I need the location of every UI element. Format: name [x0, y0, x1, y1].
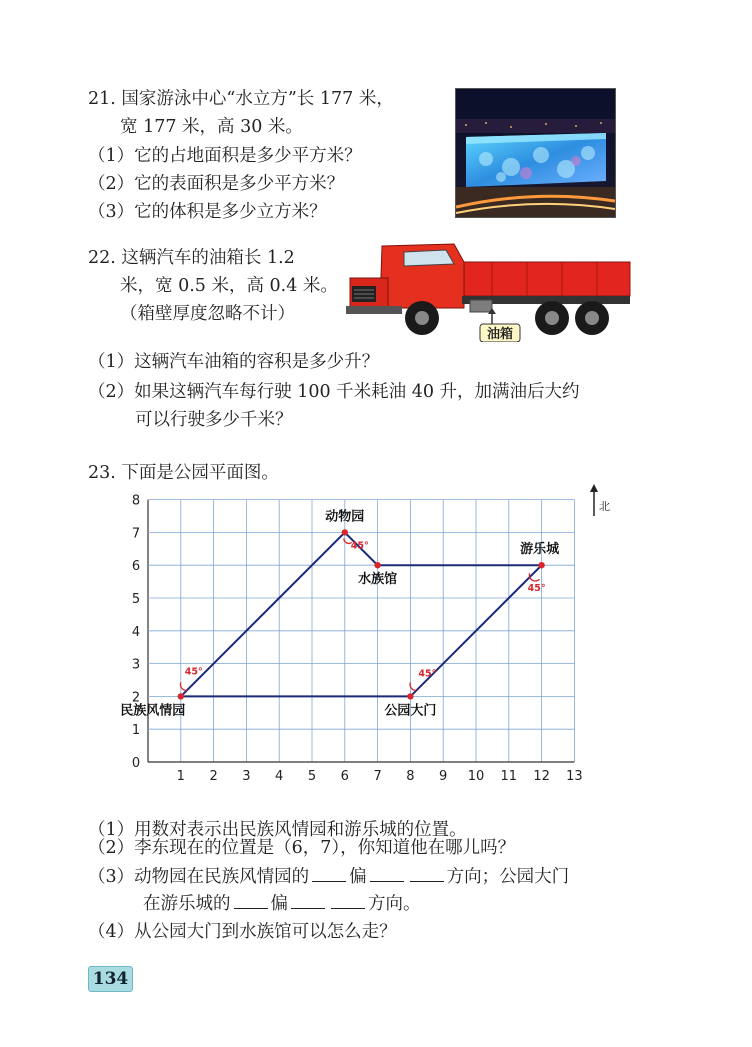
x-tick-label: 10: [467, 769, 485, 784]
location-label: 公园大门: [384, 703, 437, 719]
q23-sub1: （1）用数对表示出民族风情园和游乐城的位置。: [88, 820, 467, 840]
location-point: [538, 562, 544, 568]
q23-sub3b-part2: 偏: [270, 894, 288, 914]
answer-blank[interactable]: [312, 867, 346, 882]
location-label: 游乐城: [520, 542, 560, 558]
route-path: [181, 532, 542, 696]
x-tick-label: 2: [209, 769, 218, 784]
q23-sub3a-part3: 方向；公园大门: [446, 867, 570, 887]
location-point: [178, 693, 184, 699]
y-tick-label: 6: [131, 559, 141, 575]
x-tick-label: 6: [340, 769, 349, 784]
angle-arc: [410, 682, 416, 690]
q23-sub3b: [143, 893, 421, 915]
answer-blank[interactable]: [331, 894, 365, 909]
location-point: [407, 693, 413, 699]
park-map-chart: [120, 480, 620, 790]
angle-label: 45°: [418, 668, 437, 680]
y-tick-label: 5: [131, 592, 141, 607]
q23-sub3b-part1: 在游乐城的: [143, 894, 231, 914]
x-tick-label: 5: [307, 769, 317, 784]
q21-sub1: （1）它的占地面积是多少平方米？: [88, 146, 362, 166]
q22-sub1: （1）这辆汽车油箱的容积是多少升？: [88, 352, 380, 372]
q23-sub2: （2）李东现在的位置是（6，7），你知道他在哪儿吗？: [88, 838, 516, 858]
y-tick-label: 0: [131, 756, 141, 771]
x-tick-label: 11: [500, 769, 518, 784]
q21-sub2: （2）它的表面积是多少平方米？: [88, 174, 345, 194]
answer-blank[interactable]: [410, 867, 444, 882]
location-point: [342, 529, 348, 535]
q22-line3: （箱壁厚度忽略不计）: [120, 304, 295, 324]
q22-sub2a: （2）如果这辆汽车每行驶 100 千米耗油 40 升，加满油后大约: [88, 382, 580, 402]
x-tick-label: 13: [566, 769, 583, 784]
q22-line1: 22. 这辆汽车的油箱长 1.2: [88, 248, 295, 268]
q21-line1: 21. 国家游泳中心“水立方”长 177 米，: [88, 89, 394, 109]
y-tick-label: 8: [131, 493, 141, 509]
location-point: [374, 562, 380, 568]
page-number: 134: [88, 966, 133, 992]
q22-sub2b: 可以行驶多少千米？: [135, 410, 293, 430]
angle-label: 45°: [350, 540, 369, 552]
y-tick-label: 7: [131, 526, 141, 542]
fuel-tank: [470, 300, 492, 312]
x-tick-label: 8: [406, 769, 415, 784]
q21-line2: 宽 177 米，高 30 米。: [120, 117, 303, 137]
q23-sub3b-part3: 方向。: [368, 894, 421, 914]
q23-sub4: （4）从公园大门到水族馆可以怎么走？: [88, 922, 397, 942]
x-tick-label: 9: [439, 769, 448, 784]
y-tick-label: 2: [131, 690, 141, 706]
angle-label: 45°: [527, 583, 546, 595]
angle-label: 45°: [184, 666, 203, 678]
location-label: 民族风情园: [120, 703, 186, 719]
x-tick-label: 3: [242, 769, 251, 784]
q21-sub3: （3）它的体积是多少立方米？: [88, 202, 327, 222]
truck-photo: [342, 238, 632, 342]
y-tick-label: 3: [131, 657, 141, 673]
y-tick-label: 4: [131, 624, 141, 640]
q23-sub3a-part2: 偏: [349, 867, 367, 887]
water-cube-illustration: [456, 89, 615, 217]
angle-arc: [180, 682, 186, 690]
answer-blank[interactable]: [291, 894, 325, 909]
north-label: 北: [599, 500, 610, 513]
answer-blank[interactable]: [370, 867, 404, 882]
water-cube-photo: [455, 88, 616, 218]
y-tick-label: 1: [131, 723, 141, 739]
tank-label: 油箱: [486, 327, 514, 342]
q23-sub3a-part1: （3）动物园在民族风情园的: [88, 867, 310, 887]
location-label: 水族馆: [358, 572, 398, 588]
q23-sub3a: [88, 866, 569, 888]
answer-blank[interactable]: [234, 894, 268, 909]
north-arrow-head: [590, 484, 598, 492]
x-tick-label: 4: [275, 769, 284, 784]
x-tick-label: 7: [373, 769, 382, 784]
q22-line2: 米，宽 0.5 米，高 0.4 米。: [120, 276, 338, 296]
location-label: 动物园: [325, 509, 365, 525]
q23-title: 23. 下面是公园平面图。: [88, 463, 279, 483]
truck-illustration: [342, 238, 632, 342]
x-tick-label: 1: [176, 769, 185, 784]
x-tick-label: 12: [533, 769, 550, 784]
